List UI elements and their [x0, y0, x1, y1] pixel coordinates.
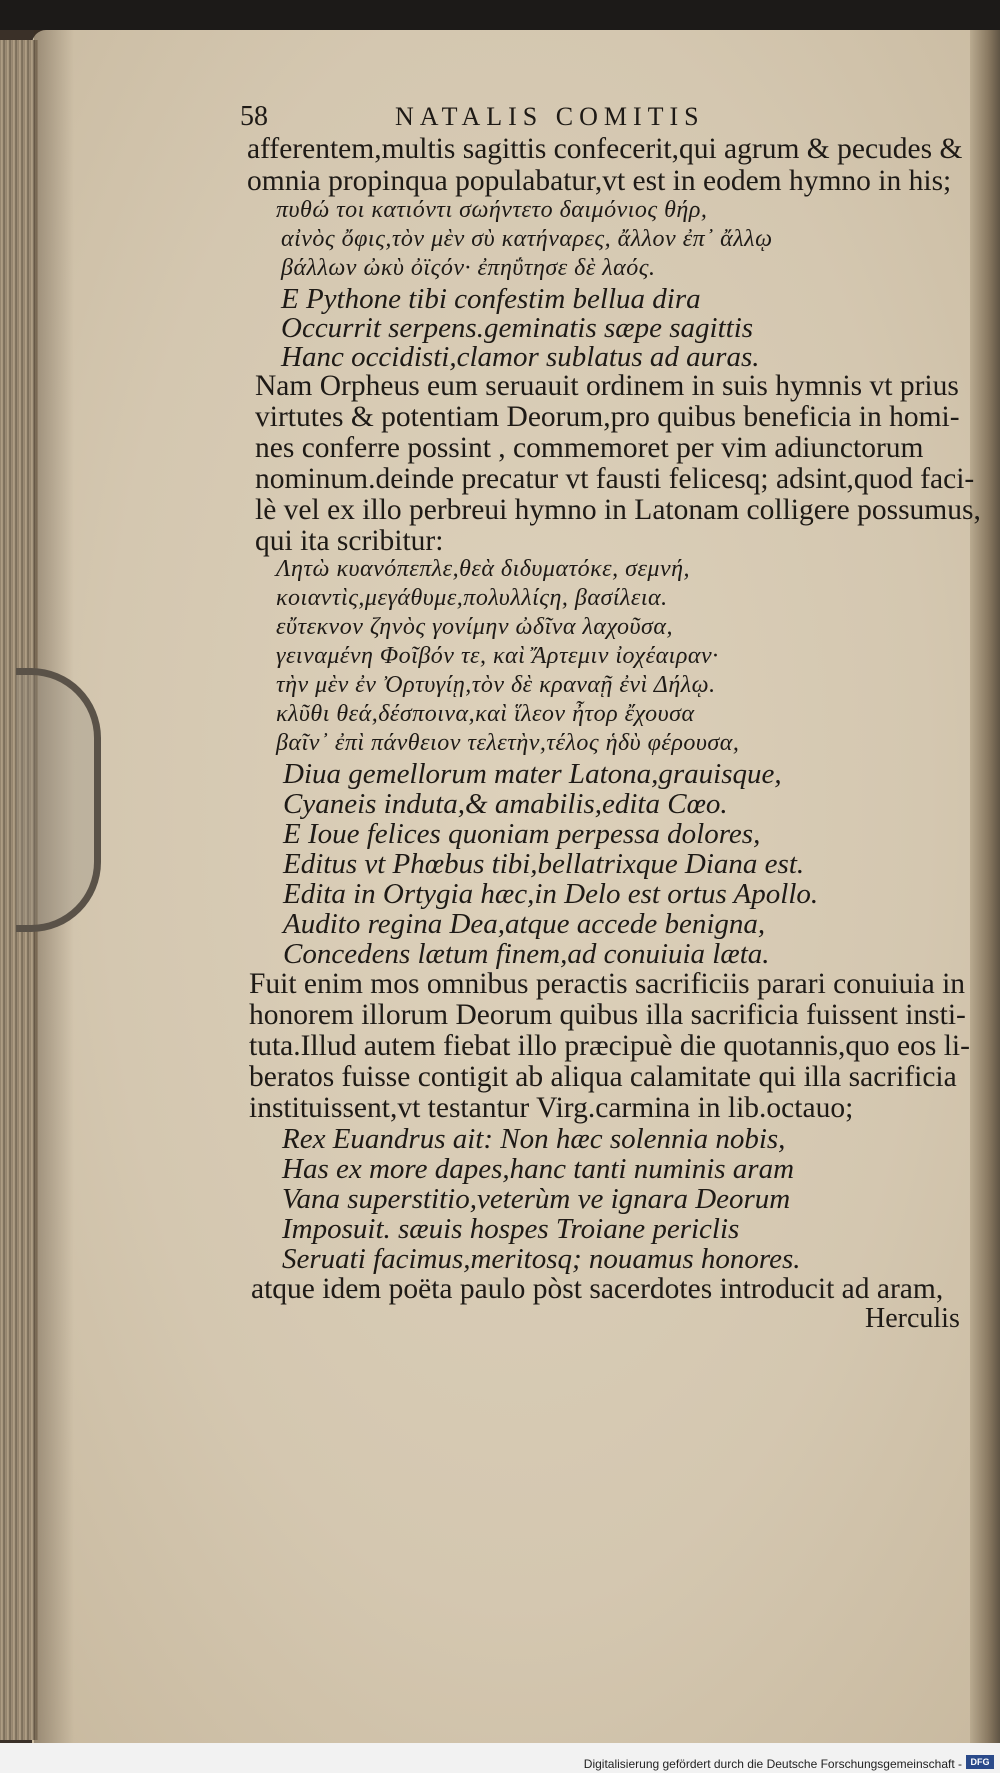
greek-verse: τὴν μὲν ἐν Ὀρτυγίῃ,τὸν δὲ κραναῇ ἐνὶ Δήλῳ. — [276, 672, 716, 698]
body-line: instituissent,vt testantur Virg.carmina in lib.octauo; — [249, 1092, 854, 1124]
body-line: lè vel ex illo perbreui hymno in Latonam colligere possumus, — [255, 494, 981, 526]
latin-verse: Editus vt Phœbus tibi,bellatrixque Diana est. — [283, 848, 805, 880]
body-line: beratos fuisse contigit ab aliqua calamitate qui illa sacrificia — [249, 1061, 957, 1093]
body-line: honorem illorum Deorum quibus illa sacrificia fuissent insti- — [249, 999, 966, 1031]
book-clip — [16, 668, 101, 932]
body-line: qui ita scribitur: — [255, 525, 444, 557]
catchword: Herculis — [865, 1303, 960, 1334]
body-line: afferentem,multis sagittis confecerit,qui agrum & pecudes & — [247, 133, 963, 165]
latin-verse: Has ex more dapes,hanc tanti numinis aram — [282, 1153, 795, 1185]
body-line: Fuit enim mos omnibus peractis sacrificiis parari conuiuia in — [249, 968, 966, 1000]
latin-verse: Rex Euandrus ait: Non hæc solennia nobis, — [282, 1123, 786, 1155]
latin-verse: Cyaneis induta,& amabilis,edita Cœo. — [283, 788, 728, 820]
body-line: nominum.deinde precatur vt fausti felicesq; adsint,quod faci- — [255, 463, 975, 495]
greek-verse: κλῦθι θεά,δέσποινα,καὶ ἵλεον ἦτορ ἔχουσα — [276, 701, 695, 727]
body-line: nes conferre possint , commemoret per vim adiunctorum — [255, 432, 924, 464]
latin-verse: Vana superstitio,veterùm ve ignara Deorum — [282, 1183, 791, 1215]
dfg-logo-icon: DFG — [966, 1755, 994, 1769]
latin-verse: Diua gemellorum mater Latona,grauisque, — [283, 758, 782, 790]
body-line: virtutes & potentiam Deorum,pro quibus beneficia in homi- — [255, 401, 960, 433]
latin-verse: Hanc occidisti,clamor sublatus ad auras. — [281, 341, 760, 373]
latin-verse: Seruati facimus,meritosq; nouamus honores. — [282, 1243, 801, 1275]
latin-verse: Occurrit serpens.geminatis sæpe sagittis — [281, 312, 754, 344]
body-line: omnia propinqua populabatur,vt est in eodem hymno in his; — [247, 165, 952, 197]
greek-verse: Λητὼ κυανόπεπλε,θεὰ διδυματόκε, σεμνή, — [276, 556, 691, 582]
running-title: NATALIS COMITIS — [395, 102, 705, 131]
body-line: tuta.Illud autem fiebat illo præcipuè die quotannis,quo eos li- — [249, 1030, 970, 1062]
body-line: Nam Orpheus eum seruauit ordinem in suis hymnis vt prius — [255, 370, 959, 402]
greek-verse: εὔτεκνον ζηνὸς γονίμην ὠδῖνα λαχοῦσα, — [276, 614, 673, 640]
greek-verse: βάλλων ὠκὺ ὀϊςόν· ἐπηΰτησε δὲ λαός. — [281, 255, 656, 281]
latin-verse: E Ioue felices quoniam perpessa dolores, — [283, 818, 761, 850]
greek-verse: αἰνὸς ὄφις,τὸν μὲν σὺ κατήναρες, ἄλλον ἐπ᾽ ἄλλῳ — [281, 226, 773, 252]
page-number: 58 — [240, 101, 268, 132]
latin-verse: E Pythone tibi confestim bellua dira — [281, 283, 701, 315]
latin-verse: Imposuit. sæuis hospes Troiane periclis — [282, 1213, 740, 1245]
body-line: atque idem poëta paulo pòst sacerdotes introducit ad aram, — [251, 1273, 944, 1305]
greek-verse: βαῖν᾽ ἐπὶ πάνθειον τελετὴν,τέλος ἡδὺ φέρουσα, — [276, 730, 740, 756]
greek-verse: κοιαντὶς,μεγάθυμε,πολυλλίςη, βασίλεια. — [276, 585, 668, 611]
greek-verse: πυθώ τοι κατιόντι σωήντετο δαιμόνιος θήρ, — [276, 197, 708, 223]
greek-verse: γειναμένη Φοῖβόν τε, καὶ Ἄρτεμιν ἰοχέαιραν· — [276, 643, 719, 669]
latin-verse: Concedens lætum finem,ad conuiuia læta. — [283, 938, 770, 970]
latin-verse: Edita in Ortygia hæc,in Delo est ortus Apollo. — [283, 878, 819, 910]
funding-note: Digitalisierung gefördert durch die Deutsche Forschungsgemeinschaft - — [583, 1757, 962, 1771]
scan-top-border — [0, 0, 1000, 30]
latin-verse: Audito regina Dea,atque accede benigna, — [283, 908, 766, 940]
